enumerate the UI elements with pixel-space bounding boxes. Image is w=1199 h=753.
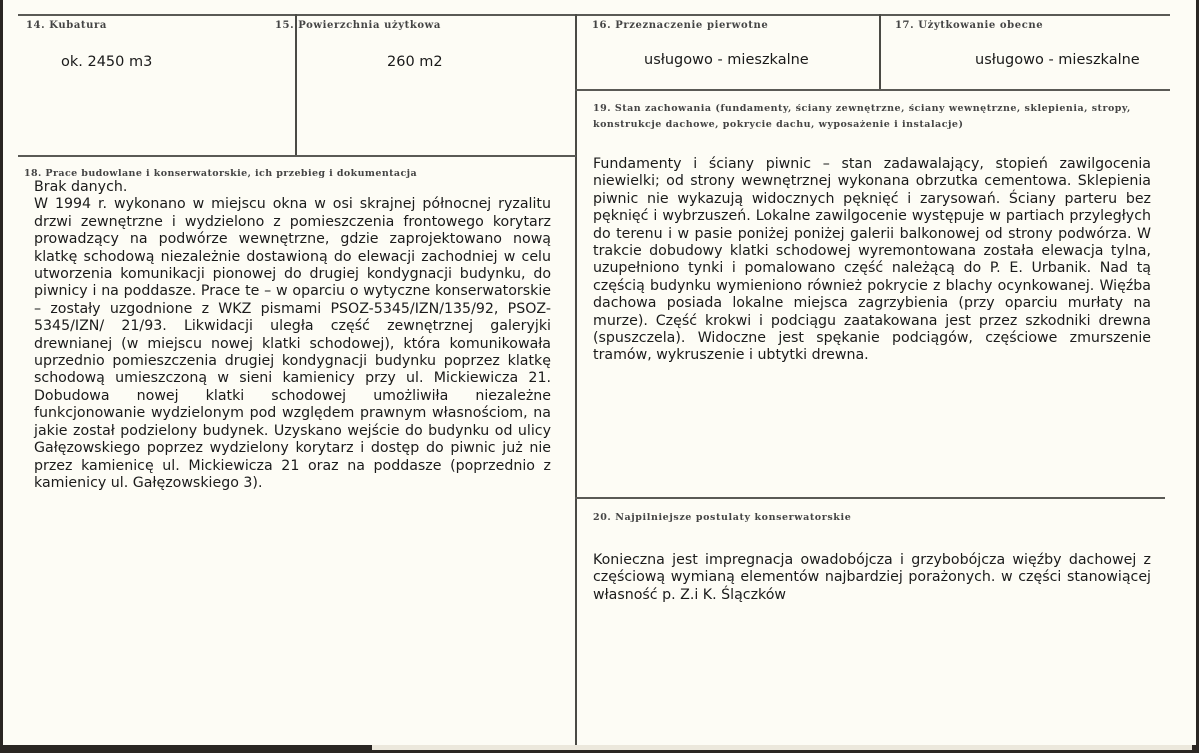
field-20-body: Konieczna jest impregnacja owadobójcza i grzybobójcza więźby dachowej z częściową wymianą elementów najbardziej porażonych. w części stanowiącej własność p. Z.i K. Ślączków (593, 552, 1151, 603)
field-19-body: Fundamenty i ściany piwnic – stan zadawalający, stopień zawilgocenia niewielki; od strony wewnętrznej wykonana obrzutka cementowa. Sklepienia piwnic nie wykazują widocznych pęknięć i zarysowań. Ściany parteru bez pęknięć i wybrzuszeń. Lokalne zawilgocenie występuje w partiach przyległych do terenu i w pasie poniżej poniżej galerii balkonowej od strony podwórza. W trakcie dobudowy klatki schodowej wyremontowana została elewacja tylna, uzupełniono tynki i pomalowano część należącą do P. E. Urbanik. Nad tą częścią budynku wymieniono również pokrycie z blachy ocynkowanej. Więźba dachowa posiada lokalne miejsca zagrzybienia (przy oparciu murłaty na murze). Część krokwi i podciągu zaatakowana jest przez szkodniki drewna (spuszczela). Widoczne jest spękanie podciągów, częściowe zmurszenie tramów, wykruszenie i ubtytki drewna. (593, 156, 1151, 364)
divider-14-15 (295, 14, 297, 156)
field-19-label: 19. Stan zachowania (fundamenty, ściany zewnętrzne, ściany wewnętrzne, sklepienia, stropy, konstrukcje dachowe, pokrycie dachu, wyposażenie i instalacje) (593, 103, 1131, 130)
field-18-paragraph: Brak danych. (34, 179, 128, 195)
divider-16-17 (879, 14, 881, 90)
rule-below-14-15 (18, 155, 576, 157)
field-16-label: 16. Przeznaczenie pierwotne (592, 20, 769, 31)
field-15-value: 260 m2 (387, 54, 443, 70)
field-18-label: 18. Prace budowlane i konserwatorskie, ich przebieg i dokumentacja (24, 168, 418, 179)
field-16-value: usługowo - mieszkalne (644, 52, 809, 68)
rule-below-19 (575, 497, 1165, 499)
scan-edge-strip (372, 745, 1192, 750)
field-14-label: 14. Kubatura (26, 20, 107, 31)
top-rule (18, 14, 1170, 16)
field-18-paragraph: W 1994 r. wykonano w miejscu okna w osi skrajnej północnej ryzalitu drzwi zewnętrzne i wydzielono z pomieszczenia frontowego korytarz prowadzący na podwórze wewnętrzne, gdzie zaprojektowano nową klatkę schodową niezależnie dostawioną do elewacji zachodniej w celu utworzenia komunikacji pionowej do drugiej kondygnacji budynku, do piwnicy i na poddasze. Prace te – w oparciu o wytyczne konserwatorskie – zostały uzgodnione z WKZ pismami PSOZ-5345/IZN/135/92, PSOZ- 5345/IZN/ 21/93. Likwidacji uległa część zewnętrznej galeryjki drewnianej (w miejscu nowej klatki schodowej), która komunikowała uprzednio pomieszczenia drugiej kondygnacji budynku poprzez klatkę schodową umieszczoną w sieni kamienicy przy ul. Mickiewicza 21. Dobudowa nowej klatki schodowej umożliwiła niezależne funkcjonowanie wydzielonym pod względem prawnym własnościom, na jakie został podzielony budynek. Uzyskano wejście do budynku od ulicy Gałęzowskiego poprzez wydzielony korytarz i dostęp do piwnic już nie przez kamienicę ul. Mickiewicza 21 oraz na poddasze (poprzednio z kamienicy ul. Gałęzowskiego 3). (34, 196, 551, 491)
field-17-value: usługowo - mieszkalne (975, 52, 1140, 68)
main-vertical-divider (575, 14, 577, 745)
field-14-value: ok. 2450 m3 (61, 54, 153, 70)
rule-below-16-17 (575, 89, 1170, 91)
field-20-label: 20. Najpilniejsze postulaty konserwatorskie (593, 512, 852, 523)
field-17-label: 17. Użytkowanie obecne (895, 20, 1044, 31)
field-15-label: 15. Powierzchnia użytkowa (275, 20, 441, 31)
field-18-body (34, 179, 551, 492)
form-sheet (3, 0, 1196, 745)
